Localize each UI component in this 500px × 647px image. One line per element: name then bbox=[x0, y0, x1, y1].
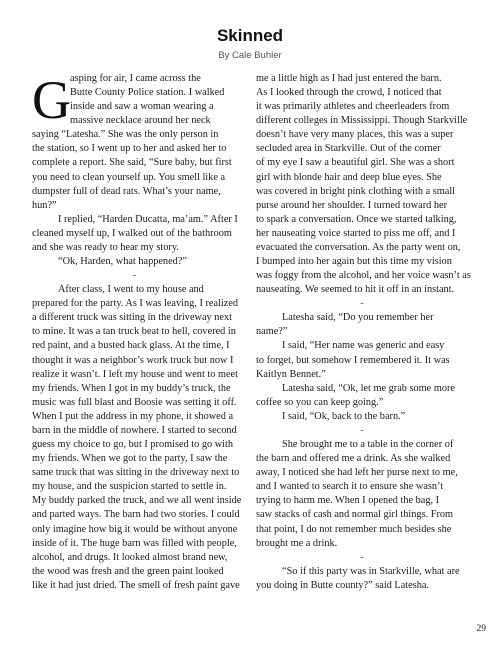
text-line: When I put the address in my phone, it showed a bbox=[32, 410, 234, 422]
section-separator: - bbox=[360, 551, 364, 563]
text-line: music was full blast and Boosie was setting it off. bbox=[32, 396, 237, 408]
text-line: She brought me to a table in the corner of bbox=[282, 439, 454, 451]
text-line: same truck that was sitting in the driveway next to bbox=[32, 467, 240, 479]
text-line: saying “Latesha.” She was the only person in bbox=[32, 129, 219, 141]
text-line: cleaned myself up, I walked out of the bathroom bbox=[32, 227, 232, 239]
text-line: name?” bbox=[256, 326, 288, 338]
text-line: and I wanted to search it to ensure she wasn’t bbox=[256, 481, 444, 493]
text-line: away, I noticed she had left her purse next to me, bbox=[256, 467, 458, 479]
section-separator: - bbox=[132, 270, 137, 282]
text-line: I bumped into her again but this time my vision bbox=[256, 256, 452, 268]
text-line: massive necklace around her neck bbox=[70, 115, 211, 127]
right-column bbox=[256, 72, 471, 593]
text-line: that point, I do not remember much besides she bbox=[256, 523, 452, 535]
text-line: was covered in bright pink clothing with a small bbox=[256, 185, 456, 197]
text-line: to mine. It was a tan truck beat to hell, covered in bbox=[32, 326, 236, 338]
text-line: to forget, but somehow I remembered it. It was bbox=[256, 354, 450, 366]
text-line: My buddy parked the truck, and we all went inside bbox=[32, 495, 242, 507]
text-line: “So if this party was in Starkville, what are bbox=[282, 565, 460, 577]
text-line: my house, and the suspicion started to settle in. bbox=[32, 481, 227, 493]
text-line: girl with blonde hair and deep blue eyes. She bbox=[256, 171, 442, 183]
text-line: inside and saw a woman wearing a bbox=[70, 101, 214, 113]
text-line: the wood was fresh and the green paint looked bbox=[32, 565, 224, 577]
text-line: “Ok, Harden, what happened?” bbox=[58, 256, 187, 268]
left-column bbox=[32, 70, 242, 593]
text-line: barn in the middle of nowhere. I started to second bbox=[32, 424, 237, 436]
text-line: dumpster full of dead rats. What’s your name, bbox=[32, 185, 221, 197]
text-line: the station, so I went up to her and asked her to bbox=[32, 143, 227, 155]
text-line: saw stacks of cash and normal girl things. From bbox=[256, 509, 454, 521]
text-line: thought it was a neighbor’s work truck but now I bbox=[32, 354, 234, 366]
text-line: As I looked through the crowd, I noticed that bbox=[256, 87, 442, 99]
text-line: her nauseating voice started to piss me off, and I bbox=[256, 227, 456, 239]
text-line: I replied, “Harden Ducatta, ma’am.” After I bbox=[58, 213, 238, 225]
text-line: guess my choice to go, but I promised to go with bbox=[32, 439, 234, 451]
text-line: inside of it. The huge barn was filled with people, bbox=[32, 537, 237, 549]
text-line: coffee so you can keep going.” bbox=[256, 396, 384, 408]
text-line: my friends. When I got in my buddy’s truck, the bbox=[32, 382, 231, 394]
text-line: purse around her shoulder. I turned toward her bbox=[256, 199, 448, 211]
text-line: Kaitlyn Bennet.” bbox=[256, 368, 326, 380]
story-title: Skinned bbox=[216, 26, 284, 45]
text-line: you need to clean yourself up. You smell like a bbox=[32, 171, 226, 183]
text-line: different colleges in Mississippi. Though Starkville bbox=[256, 115, 468, 127]
text-line: my friends. When we got to the party, I saw the bbox=[32, 453, 228, 465]
text-line: asping for air, I came across the bbox=[70, 73, 201, 84]
text-line: trying to harm me. When I opened the bag, I bbox=[256, 495, 440, 507]
text-line: Latesha said, “Ok, let me grab some more bbox=[282, 382, 455, 394]
text-line: you doing in Butte county?” said Latesha. bbox=[256, 579, 430, 591]
drop-cap: G bbox=[32, 70, 71, 130]
text-line: secluded area in Starkville. Out of the corner bbox=[256, 143, 441, 155]
text-line: After class, I went to my house and bbox=[58, 284, 204, 296]
text-line: I said, “Her name was generic and easy bbox=[282, 340, 445, 352]
text-line: doesn’t have very many places, this was a super bbox=[256, 129, 454, 141]
text-line: brought me a drink. bbox=[256, 537, 338, 549]
text-line: of my eye I saw a beautiful girl. She was a short bbox=[256, 157, 455, 169]
text-line: Latesha said, “Do you remember her bbox=[282, 312, 434, 324]
text-line: like it had just dried. The smell of fresh paint gave bbox=[32, 579, 240, 591]
text-line: Butte County Police station. I walked bbox=[70, 87, 225, 99]
author-byline: By Cale Buhler bbox=[218, 50, 282, 61]
text-line: hun?” bbox=[32, 199, 57, 211]
section-separator: - bbox=[360, 298, 364, 310]
text-line: to spark a conversation. Once we started talking, bbox=[256, 213, 457, 225]
text-line: only imagine how big it would be without anyone bbox=[32, 523, 238, 535]
text-line: prepared for the party. As I was leaving, I realized bbox=[32, 298, 239, 310]
text-line: and she was ready to hear my story. bbox=[32, 241, 179, 253]
text-line: and parted ways. The barn had two stories. I could bbox=[32, 509, 240, 521]
text-line: was foggy from the alcohol, and her voice wasn’t as bbox=[256, 270, 471, 282]
text-line: alcohol, and drugs. It looked almost brand new, bbox=[32, 551, 228, 563]
text-line: I said, “Ok, back to the barn.” bbox=[282, 410, 406, 422]
text-line: me a little high as I had just entered the barn. bbox=[256, 73, 442, 84]
text-line: a different truck was sitting in the driveway next bbox=[32, 312, 232, 324]
text-line: realize it wasn’t. I left my house and went to meet bbox=[32, 368, 238, 380]
text-line: the barn and offered me a drink. As she walked bbox=[256, 453, 451, 465]
text-line: complete a report. She said, “Sure baby, but first bbox=[32, 157, 232, 169]
text-line: nauseating. We seemed to hit it off in an instant. bbox=[256, 284, 455, 296]
text-line: red paint, and a busted back glass. At the time, I bbox=[32, 340, 230, 352]
text-line: it was primarily athletes and cheerleaders from bbox=[256, 101, 450, 113]
text-line: evacuated the conversation. As the party went on, bbox=[256, 241, 461, 253]
section-separator: - bbox=[360, 424, 364, 436]
page-number: 29 bbox=[476, 624, 486, 634]
